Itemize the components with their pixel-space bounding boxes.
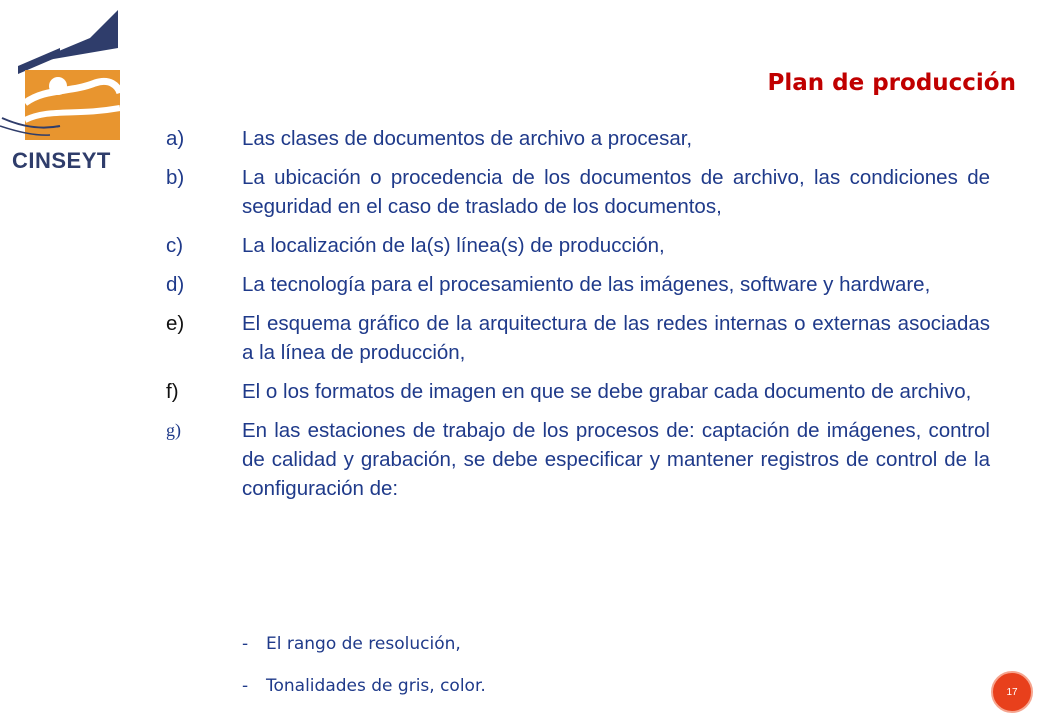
sub-list-item (242, 676, 486, 696)
list-item-text: La tecnología para el procesamiento de las imágenes, software y hardware, (242, 273, 931, 296)
requirements-list (166, 124, 990, 513)
list-marker: g) (166, 420, 181, 440)
sub-list-item-text: Tonalidades de gris, color. (266, 676, 486, 696)
logo-text: CINSEYT (12, 148, 111, 173)
list-item-text: La localización de la(s) línea(s) de producción, (242, 234, 665, 257)
list-marker: b) (166, 166, 185, 189)
list-item (166, 163, 990, 221)
list-item-text: El o los formatos de imagen en que se debe grabar cada documento de archivo, (242, 380, 972, 403)
list-marker: a) (166, 127, 185, 150)
list-item (166, 231, 990, 260)
logo-mark-icon (0, 8, 135, 148)
list-item (166, 377, 990, 406)
list-item (166, 309, 990, 367)
sub-list-item-text: El rango de resolución, (266, 634, 461, 654)
sub-list-item (242, 634, 461, 654)
list-item-text: Las clases de documentos de archivo a procesar, (242, 127, 693, 150)
page-number: 17 (1006, 686, 1018, 698)
list-item-text: La ubicación o procedencia de los documentos de archivo, las condiciones de seguridad en el caso de traslado de los documentos, (242, 166, 990, 218)
list-marker: c) (166, 234, 184, 257)
cinseyt-logo (0, 8, 135, 173)
list-item (166, 270, 990, 299)
list-marker: e) (166, 312, 185, 335)
list-marker: f) (166, 380, 179, 403)
sub-list-dash: - (242, 676, 249, 696)
list-item-text: En las estaciones de trabajo de los procesos de: captación de imágenes, control de calidad y grabación, se debe especificar y mantener registros de control de la configuración de: (242, 419, 990, 500)
list-item-text: El esquema gráfico de la arquitectura de las redes internas o externas asociadas a la línea de producción, (242, 312, 990, 364)
slide-title: Plan de producción (767, 70, 1016, 96)
list-item (166, 416, 990, 503)
list-marker: d) (166, 273, 185, 296)
page-number-badge (991, 671, 1033, 713)
sub-list-dash: - (242, 634, 249, 654)
list-item (166, 124, 990, 153)
